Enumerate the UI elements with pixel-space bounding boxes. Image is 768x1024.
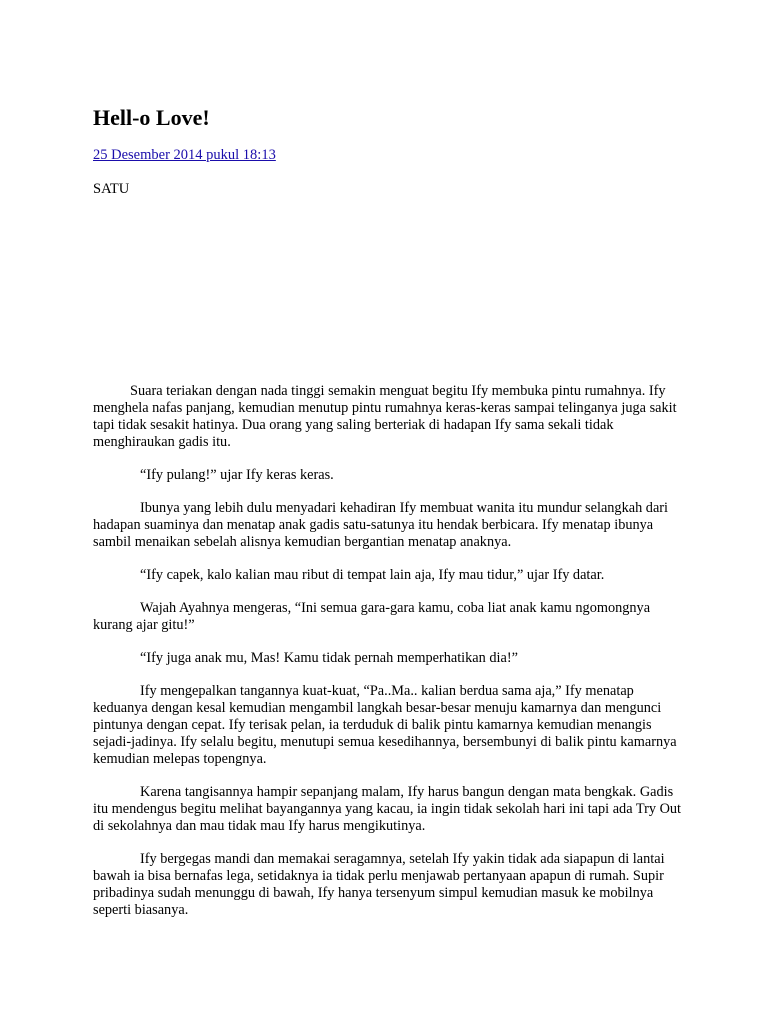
paragraph: Wajah Ayahnya mengeras, “Ini semua gara-gara kamu, coba liat anak kamu ngomongnya kurang ajar gitu!” xyxy=(93,600,651,633)
paragraph: Ibunya yang lebih dulu menyadari kehadiran Ify membuat wanita itu mundur selangkah dari hadapan suaminya dan menatap anak gadis satu-satunya itu hendak berbicara. Ify menatap ibunya sambil menaikan sebelah alisnya kemudian bergantian menatap anaknya. xyxy=(93,500,669,550)
paragraph: Ify mengepalkan tangannya kuat-kuat, “Pa..Ma.. kalian berdua sama aja,” Ify menatap keduanya dengan kesal kemudian mengambil langkah besar-besar menuju kamarnya dan mengunci pintunya dengan cepat. Ify terisak pelan, ia terduduk di balik pintu kamarnya kemudian menangis sejadi-jadinya. Ify selalu begitu, menutupi semua kesedihannya, bersembunyi di balik pintu kamarnya kemudian melepas topengnya. xyxy=(93,683,677,767)
paragraph: Ify bergegas mandi dan memakai seragamnya, setelah Ify yakin tidak ada siapapun di lantai bawah ia bisa bernafas lega, setidaknya ia tidak perlu menjawab pertanyaan apapun di rumah. Supir pribadinya sudah menunggu di bawah, Ify hanya tersenyum simpul kemudian masuk ke mobilnya seperti biasanya. xyxy=(93,851,665,918)
page-title: Hell-o Love! xyxy=(93,105,210,130)
chapter-heading: SATU xyxy=(93,181,130,197)
paragraph: Suara teriakan dengan nada tinggi semakin menguat begitu Ify membuka pintu rumahnya. Ify menghela nafas panjang, kemudian menutup pintu rumahnya keras-keras sampai telinganya juga sakit tapi tidak sesakit hatinya. Dua orang yang saling berteriak di hadapan Ify sama sekali tidak menghiraukan gadis itu. xyxy=(93,383,677,450)
paragraph: “Ify pulang!” ujar Ify keras keras. xyxy=(140,467,334,483)
paragraph: “Ify capek, kalo kalian mau ribut di tempat lain aja, Ify mau tidur,” ujar Ify datar. xyxy=(140,567,605,583)
paragraph: “Ify juga anak mu, Mas! Kamu tidak pernah memperhatikan dia!” xyxy=(140,650,518,666)
paragraph: Karena tangisannya hampir sepanjang malam, Ify harus bangun dengan mata bengkak. Gadis itu mendengus begitu melihat bayangannya yang kacau, ia ingin tidak sekolah hari ini tapi ada Try Out di sekolahnya dan mau tidak mau Ify harus mengikutinya. xyxy=(93,784,682,834)
date-link[interactable]: 25 Desember 2014 pukul 18:13 xyxy=(93,147,276,163)
story-body xyxy=(93,383,683,935)
